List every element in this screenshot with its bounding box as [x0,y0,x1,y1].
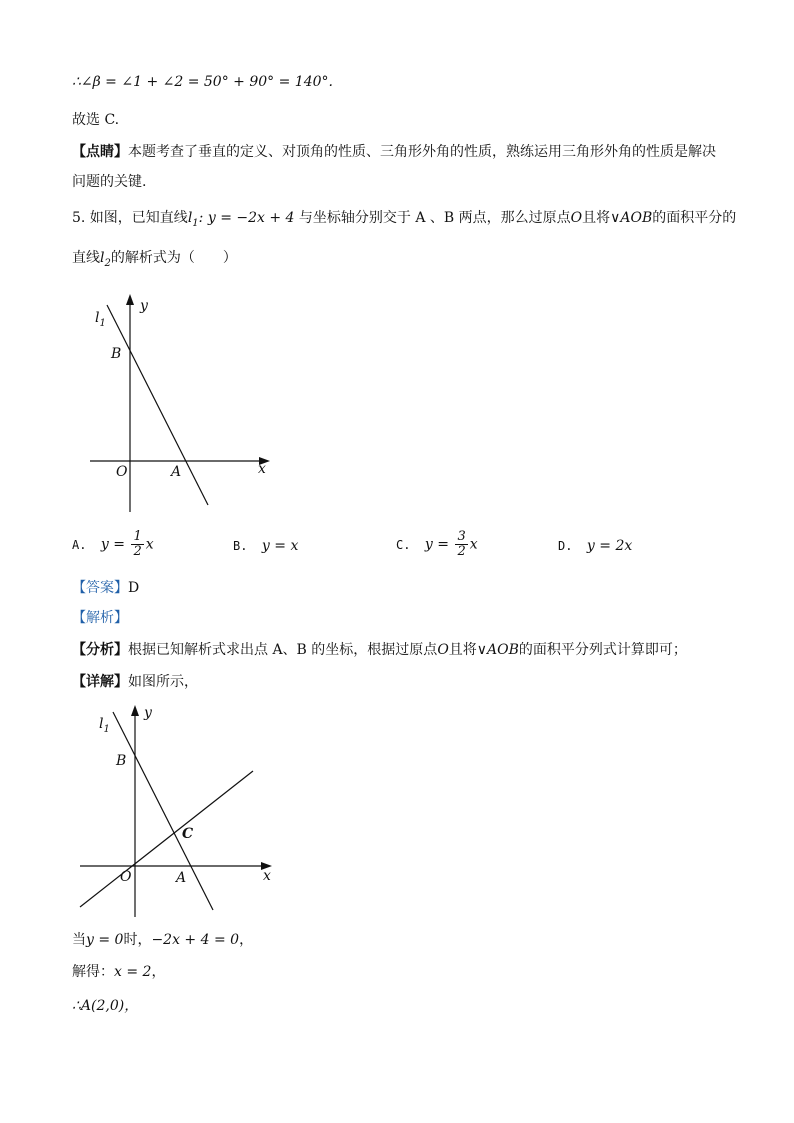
option-a[interactable]: A. y = $\frac{1}{2}$ x [72,529,154,559]
solution-line-2: 解得：x = 2， [72,964,166,980]
option-d[interactable]: D. y = 2x [558,538,633,554]
label-O: O [116,464,128,480]
fraction-one-half: $\frac{1}{2}$ [133,529,142,559]
figure-1-graph [85,290,285,515]
text-line-note-cont: 问题的关键. [72,174,147,190]
detail-line: 【详解】如图所示， [72,674,198,690]
fraction-three-halves: $\frac{3}{2}$ [457,529,466,559]
label-x: x [263,868,271,884]
figure-2-graph [78,700,283,920]
y-axis-arrow [126,294,134,305]
solution-line-1: 当y = 0时，−2x + 4 = 0， [72,932,254,948]
answer-line: 【答案】D [72,580,140,596]
option-b[interactable]: B. y = x [233,538,299,554]
text-line-note: 【点睛】本题考查了垂直的定义、对顶角的性质、三角形外角的性质，熟练运用三角形外角的性质是解决 [72,144,716,160]
question-5-line-1: 5. 如图，已知直线$l_1$: y = −2x + 4 与坐标轴分别交于 A 、B 两点，那么过原点O且将∨AOB的面积平分的 [72,210,737,229]
label-B: B [116,753,127,769]
label-l1: $l_1$ [99,716,110,735]
solution-line-3: ∴A(2,0)， [72,998,139,1014]
jiexi-line: 【解析】 [72,610,128,626]
label-A: A [171,464,182,480]
label-l1: $l_1$ [95,310,106,329]
analysis-line: 【分析】根据已知解析式求出点 A、B 的坐标，根据过原点O且将∨AOB的面积平分列式计算即可； [72,642,687,658]
label-B: B [111,346,122,362]
question-5-line-2: 直线$l_2$的解析式为（ ） [72,250,237,269]
label-y: y [140,298,148,314]
label-C: C [182,826,194,842]
label-y: y [144,705,152,721]
line-l2 [80,771,253,907]
y-axis-arrow [131,705,139,716]
label-A: A [176,870,187,886]
label-x: x [258,461,266,477]
text-line-choice: 故选 C. [72,112,120,128]
text-line-conclusion: ∴∠β = ∠1 + ∠2 = 50° + 90° = 140°. [72,74,333,90]
option-c[interactable]: C. y = $\frac{3}{2}$ x [396,529,478,559]
label-O: O [120,869,132,885]
